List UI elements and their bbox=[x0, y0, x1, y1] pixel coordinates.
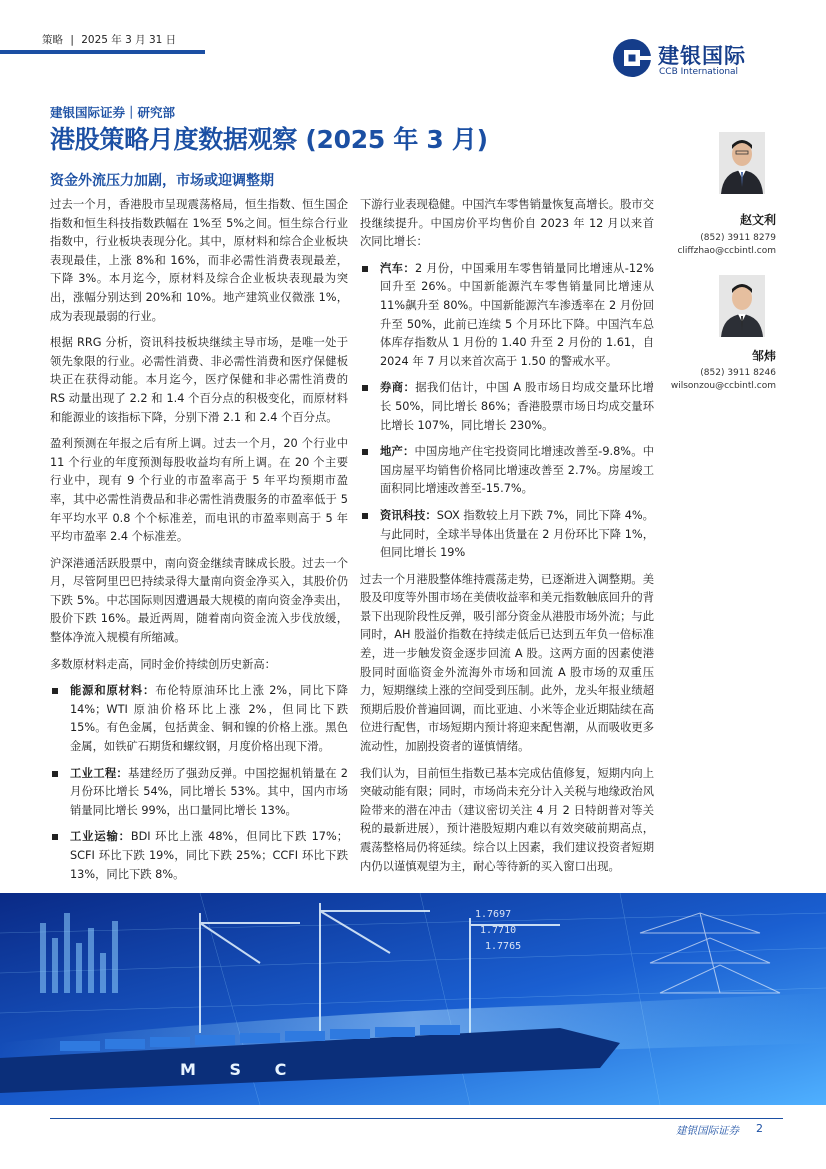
bullet-text: 中国房地产住宅投资同比增速改善至-9.8%。中国房屋平均销售价格同比增速改善至 2.7%。房屋竣工面积同比增速改善至-15.7%。 bbox=[380, 445, 654, 496]
logo-name-en: CCB International bbox=[659, 67, 739, 77]
analyst-name: 邹炜 bbox=[751, 349, 776, 363]
port-illustration bbox=[0, 893, 826, 1105]
square-bullet-icon bbox=[362, 385, 368, 391]
analyst-phone: (852) 3911 8246 bbox=[700, 368, 776, 378]
header-separator: | bbox=[70, 34, 74, 46]
bullet-label: 资讯科技： bbox=[380, 508, 437, 522]
company-logo bbox=[612, 38, 792, 80]
square-bullet-icon bbox=[362, 449, 368, 455]
ticker-number: 1.7697 bbox=[475, 909, 512, 920]
footer-rule bbox=[50, 1118, 783, 1119]
bullet-text: BDI 环比上涨 48%，但同比下跌 17%；SCFI 环比下跌 19%，同比下跌 25%；CCFI 环比下跌 13%，同比下跌 8%。 bbox=[70, 830, 348, 881]
bullet-item bbox=[360, 379, 654, 435]
paragraph: 过去一个月，香港股市呈现震荡格局，恒生指数、恒生国企指数和恒生科技指数跌幅在 1%至 5%之间。恒生综合行业指数中，行业板块表现分化。其中，原材料和综合企业板块表现最佳，上涨 8%和 16%，而非必需性消费表现最差，下降 3%。本月迄今，原材料及综合企业板块表现最为突出，涨幅分别达到 20%和 10%。地产建筑业仅微涨 1%，成为表现最弱的行业。 bbox=[50, 198, 348, 323]
square-bullet-icon bbox=[362, 513, 368, 519]
report-date: 2025 年 3 月 31 日 bbox=[81, 34, 177, 46]
bullet-item bbox=[360, 507, 654, 563]
bullet-text: SOX 指数较上月下跌 7%，同比下降 4%。与此同时，全球半导体出货量在 2 月份环比下降 1%，但同比增长 19% bbox=[380, 508, 654, 560]
bullet-text: 2 月份，中国乘用车零售销量同比增速从-12%回升至 26%。中国新能源汽车零售销量同比增速从 11%飙升至 80%。中国新能源汽车渗透率在 2 月份回升至 50%，此前已连续 5 个月环比下降。中国汽车总体库存指数从 1 月份的 1.40 升至 2 月份的 1.61，自 2024 年 7 月以来首次高于 1.50 的警戒水平。 bbox=[380, 261, 654, 368]
bullet-text: 布伦特原油环比上涨 2%，同比下降 14%；WTI 原油价格环比上涨 2%，但同比下跌 15%。有色金属，包括黄金、铜和镍的价格上涨。黑色金属，如铁矿石期货和螺纹钢，月度价格出现下滑。 bbox=[70, 684, 348, 754]
ticker-number: 1.7710 bbox=[480, 925, 517, 936]
square-bullet-icon bbox=[52, 688, 58, 694]
bullet-item bbox=[50, 828, 348, 884]
port-banner-image bbox=[0, 893, 826, 1105]
bullet-label: 能源和原材料： bbox=[70, 684, 156, 698]
ticker-number: 1.7765 bbox=[485, 941, 522, 952]
footer-brand: 建银国际证券 bbox=[676, 1125, 739, 1137]
bullet-label: 汽车： bbox=[380, 261, 416, 275]
analyst-email-link[interactable]: cliffzhao@ccbintl.com bbox=[677, 246, 776, 256]
analyst-name: 赵文利 bbox=[739, 213, 776, 227]
analyst-email-link[interactable]: wilsonzou@ccbintl.com bbox=[670, 381, 776, 391]
paragraph: 盈利预测在年报之后有所上调。过去一个月，20 个行业中 11 个行业的年度预测每股收益均有所上调。在 20 个主要行业中，现有 9 个行业的市盈率高于 5 年平均预期市盈率，其中必需性消费品和非必需性消费服务的市盈率低于 5 年平均水平 0.8 个个标准差，而电讯的市盈率则高于 5 年平均市盈率 2.4 个标准差。 bbox=[50, 437, 348, 544]
header-accent-bar bbox=[0, 50, 205, 54]
paragraph: 根据 RRG 分析，资讯科技板块继续主导市场，是唯一处于领先象限的行业。必需性消费、非必需性消费和医疗保健板块正在获得动能。本月迄今，医疗保健和非必需性消费的 RS 动量出现了 2.2 和 1.4 个百分点的积极变化，而原材料和能源业的该指标下降，分别下滑 2.1 和 2.4 个百分点。 bbox=[50, 336, 348, 424]
person-avatar-icon bbox=[719, 132, 765, 194]
paragraph: 下游行业表现稳健。中国汽车零售销量恢复高增长。股市交投继续提升。中国房价平均售价自 2023 年 12 月以来首次同比增长： bbox=[360, 198, 654, 249]
bullet-text: 基建经历了强劲反弹。中国挖掘机销量在 2 月份环比增长 54%，同比增长 53%。其中，国内市场销量同比增长 99%，出口量同比增长 13%。 bbox=[70, 766, 348, 817]
analyst-photo-zhao bbox=[719, 132, 765, 194]
bullet-text: 据我们估计，中国 A 股市场日均成交量环比增长 50%，同比增长 86%；香港股票市场日均成交量环比增长 107%，同比增长 230%。 bbox=[380, 381, 654, 432]
report-title: 港股策略月度数据观察 (2025 年 3 月) bbox=[50, 125, 488, 154]
bullet-item bbox=[360, 260, 654, 372]
paragraph: 多数原材料走高，同时金价持续创历史新高： bbox=[50, 657, 276, 671]
department-label: 建银国际证券｜研究部 bbox=[50, 105, 176, 120]
logo-name-cn: 建银国际 bbox=[658, 44, 746, 68]
paragraph: 我们认为，目前恒生指数已基本完成估值修复，短期内向上突破动能有限；同时，市场尚未充分计入关税与地缘政治风险带来的潜在冲击（建议密切关注 4 月 2 日特朗普对等关税的最新进展），预计港股短期内难以有效突破前期高点，震荡整格局仍将延续。综合以上因素，我们建议投资者短期内仍以谨慎观望为主，耐心等待新的买入窗口出现。 bbox=[360, 766, 654, 873]
paragraph: 过去一个月港股整体维持震荡走势，已逐渐进入调整期。美股及印度等外围市场在美债收益率和美元指数触底回升的背景下出现阶段性反弹，吸引部分资金从港股市场外流；与此同时，AH 股溢价指数在持续走低后已达到五年负一倍标准差，进一步触发资金逐步回流 A 股。这两方面的因素使港股同时面临资金外流海外市场和回流 A 股市场的双重压力，短期继续上涨的空间受到压制。此外，龙头年报业绩超预期后股价普遍回调，而比亚迪、小米等企业近期陆续在高位进行配售，市场短期内预计将迎来配售潮，从而吸收更多流动性，加剧投资者的谨慎情绪。 bbox=[360, 572, 654, 754]
square-bullet-icon bbox=[362, 266, 368, 272]
section-label: 策略 bbox=[42, 34, 63, 46]
right-column bbox=[360, 196, 654, 884]
bullet-item bbox=[50, 682, 348, 756]
bullet-item bbox=[50, 765, 348, 821]
square-bullet-icon bbox=[52, 834, 58, 840]
square-bullet-icon bbox=[52, 771, 58, 777]
person-avatar-icon bbox=[719, 275, 765, 337]
ship-hull-lettering: M S C bbox=[180, 1060, 301, 1079]
bullet-label: 工业工程： bbox=[70, 766, 129, 780]
paragraph: 沪深港通活跃股票中，南向资金继续青睐成长股。过去一个月，尽管阿里巴巴持续录得大量南向资金净买入，其股价仍下跌 5%。中芯国际则因遭遇最大规模的南向资金净卖出，股价下跌 16%。最近两周，随着南向资金流入步伐放缓，整体净流入规模有所缩减。 bbox=[50, 556, 348, 645]
bullet-label: 券商： bbox=[380, 381, 416, 395]
left-column bbox=[50, 196, 348, 892]
analyst-phone: (852) 3911 8279 bbox=[700, 233, 776, 243]
report-subtitle: 资金外流压力加剧，市场或迎调整期 bbox=[50, 173, 274, 189]
bullet-item bbox=[360, 443, 654, 499]
bullet-label: 地产： bbox=[380, 445, 415, 459]
ccb-logo-icon bbox=[612, 38, 652, 78]
bullet-label: 工业运输： bbox=[70, 830, 131, 844]
report-header-meta bbox=[42, 32, 176, 47]
analyst-photo-zou bbox=[719, 275, 765, 337]
page-number: 2 bbox=[756, 1122, 763, 1135]
